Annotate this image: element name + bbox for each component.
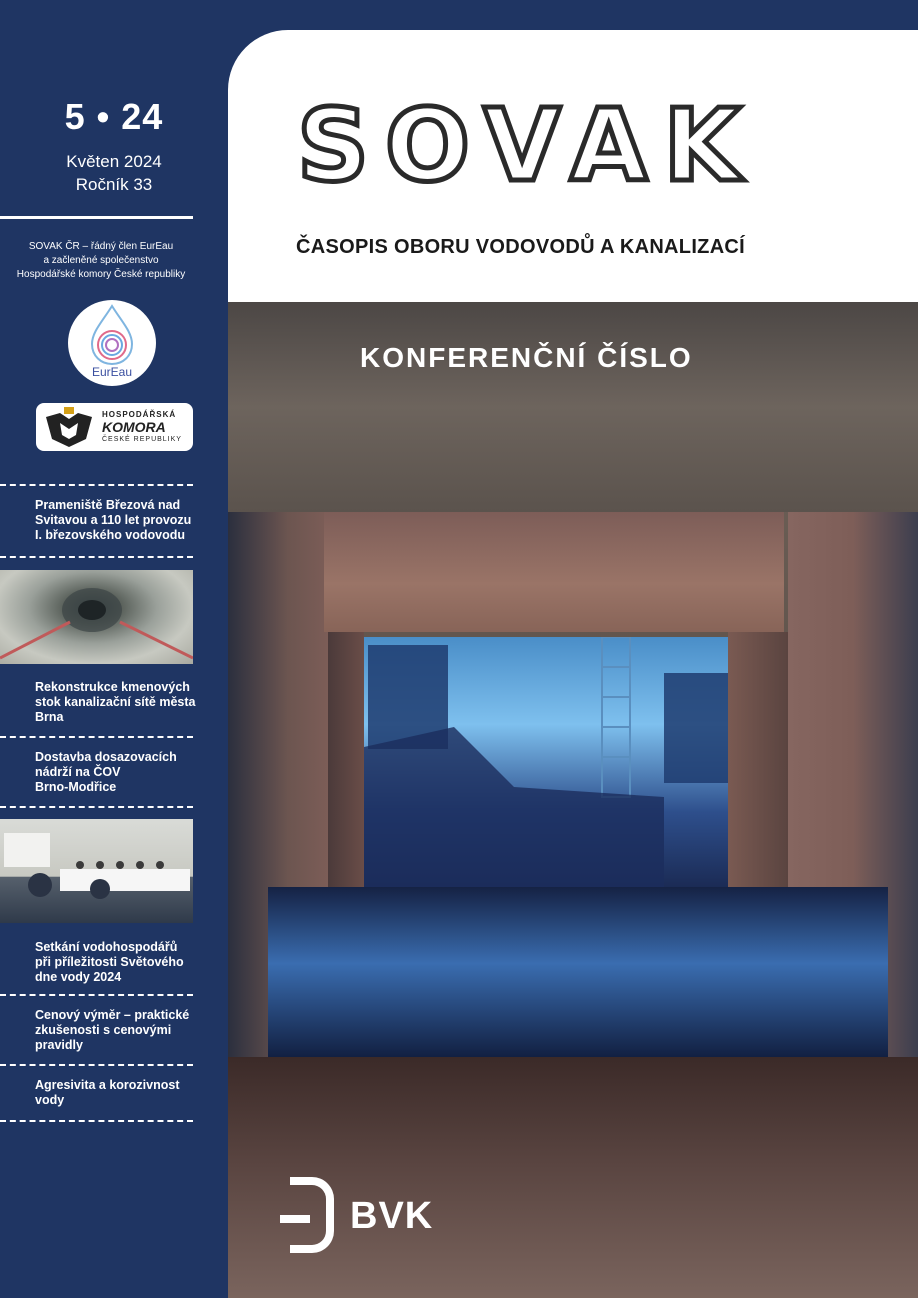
divider xyxy=(0,216,193,219)
sidebar xyxy=(0,0,228,1298)
issue-number: 5 • 24 xyxy=(64,96,164,137)
toc-item[interactable] xyxy=(35,498,200,543)
meeting-thumbnail xyxy=(0,819,193,923)
photo-ceiling xyxy=(228,302,918,512)
bvk-logo xyxy=(290,1177,470,1257)
toc-line: Cenový výměr – praktické xyxy=(35,1008,190,1022)
eureau-label: EurEau xyxy=(91,365,133,379)
toc-line: Setkání vodohospodářů xyxy=(35,940,178,954)
toc-line: Prameniště Březová nad xyxy=(35,498,181,512)
water-drop-icon xyxy=(68,300,156,370)
membership-line: a začleněné společenstvo xyxy=(43,255,159,266)
bvk-logo-text: BVK xyxy=(350,1195,434,1237)
bvk-mark-icon xyxy=(290,1177,334,1253)
lion-crest-icon xyxy=(38,403,100,451)
meeting-photo xyxy=(0,819,193,923)
dashed-divider xyxy=(0,484,193,486)
dashed-divider xyxy=(0,1064,193,1066)
toc-item[interactable] xyxy=(35,750,200,795)
toc-line: pravidly xyxy=(35,1038,83,1052)
toc-line: Svitavou a 110 let provozu xyxy=(35,513,192,527)
chamber-details xyxy=(364,637,728,887)
toc-line: Agresivita a korozivnost xyxy=(35,1078,180,1092)
membership-line: SOVAK ČR – řádný člen EurEau xyxy=(28,241,174,252)
photo-chamber xyxy=(364,637,728,887)
magazine-subtitle: ČASOPIS OBORU VODOVODŮ A KANALIZACÍ xyxy=(296,236,746,258)
toc-item[interactable] xyxy=(35,1078,200,1108)
toc-line: nádrží na ČOV xyxy=(35,765,121,779)
issue-date: Květen 2024 xyxy=(66,152,162,171)
toc-line: dne vody 2024 xyxy=(35,970,122,984)
dashed-divider xyxy=(0,556,193,558)
chamber-name: KOMORA xyxy=(102,419,166,435)
chamber-bottom-text: ČESKÉ REPUBLIKY xyxy=(102,436,182,443)
toc-line: stok kanalizační sítě města xyxy=(35,695,196,709)
toc-item[interactable] xyxy=(35,680,200,725)
photo-beam xyxy=(324,512,784,632)
eureau-logo xyxy=(68,300,156,386)
cover-photo xyxy=(228,302,918,1298)
toc-line: Dostavba dosazovacích xyxy=(35,750,177,764)
issue-volume: Ročník 33 xyxy=(75,175,153,194)
chamber-logo xyxy=(36,403,193,451)
membership-line: Hospodářské komory České republiky xyxy=(16,269,186,280)
toc-line: při příležitosti Světového xyxy=(35,955,184,969)
toc-line: Brno-Modřice xyxy=(35,780,117,794)
dashed-divider xyxy=(0,1120,193,1122)
toc-line: Rekonstrukce kmenových xyxy=(35,680,190,694)
chamber-top-text: HOSPODÁŘSKÁ xyxy=(102,410,177,419)
tunnel-photo xyxy=(0,570,193,664)
tunnel-thumbnail xyxy=(0,570,193,664)
dashed-divider xyxy=(0,736,193,738)
toc-line: Brna xyxy=(35,710,64,724)
toc-line: vody xyxy=(35,1093,65,1107)
membership-text xyxy=(6,240,196,282)
magazine-title: SOVAK xyxy=(297,87,757,204)
dashed-divider xyxy=(0,994,193,996)
conference-issue-label: KONFERENČNÍ ČÍSLO xyxy=(360,342,693,373)
toc-line: zkušenosti s cenovými xyxy=(35,1023,172,1037)
photo-water-reflection xyxy=(268,887,888,1057)
toc-item[interactable] xyxy=(35,940,200,985)
toc-line: I. březovského vodovodu xyxy=(35,528,186,542)
toc-item[interactable] xyxy=(35,1008,200,1053)
dashed-divider xyxy=(0,806,193,808)
